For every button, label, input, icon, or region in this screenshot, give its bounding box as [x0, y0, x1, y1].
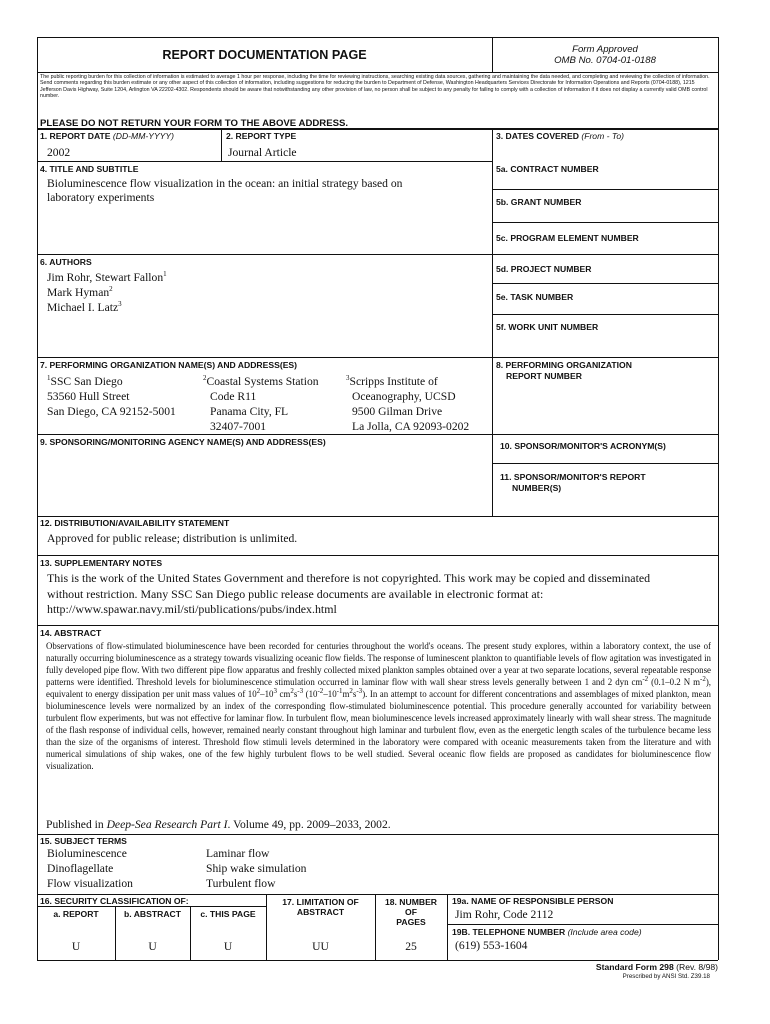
title-line-2: laboratory experiments: [47, 191, 155, 204]
subject-term: Flow visualization: [47, 877, 133, 890]
published-in: Published in Deep-Sea Research Part I. Volume 49, pp. 2009–2033, 2002.: [46, 818, 391, 831]
sponsoring-agency-label: 9. SPONSORING/MONITORING AGENCY NAME(S) AND ADDRESS(ES): [40, 437, 326, 447]
subject-terms-col-2: [206, 846, 306, 891]
security-report-value: U: [71, 940, 81, 953]
performing-org-2: $^2$Coastal Systems Station Code R11 Panama City, FL 32407-7001: [203, 374, 319, 433]
subject-term: Laminar flow: [206, 847, 270, 860]
abstract-label: 14. ABSTRACT: [40, 628, 102, 638]
security-classification-label: 16. SECURITY CLASSIFICATION OF:: [40, 896, 189, 906]
author-3: Michael I. Latz$^3$: [47, 300, 122, 314]
report-type-label: 2. REPORT TYPE: [226, 131, 297, 141]
subject-term: Dinoflagellate: [47, 862, 114, 875]
sponsor-acronym-label: 10. SPONSOR/MONITOR'S ACRONYM(S): [500, 441, 666, 451]
title-label: 4. TITLE AND SUBTITLE: [40, 164, 139, 174]
security-page-label: c. THIS PAGE: [200, 909, 256, 919]
report-type: Journal Article: [228, 146, 297, 159]
responsible-person: Jim Rohr, Code 2112: [455, 908, 554, 921]
subject-term: Ship wake simulation: [206, 862, 307, 875]
telephone-number: (619) 553-1604: [455, 939, 528, 952]
subject-term: Turbulent flow: [206, 877, 276, 890]
report-date-label: 1. REPORT DATE (DD-MM-YYYY): [40, 131, 175, 141]
performing-org-label: 7. PERFORMING ORGANIZATION NAME(S) AND ADDRESS(ES): [40, 360, 298, 370]
program-element-label: 5c. PROGRAM ELEMENT NUMBER: [496, 233, 639, 243]
supplementary-notes: This is the work of the United States Government and therefore is not copyrighted. This work may be copied and disseminated without restriction. Many SSC San Diego public release documents are available in electronic format at: http://www.spawar.navy.mil/sti/publications/pubs/index.html: [47, 571, 651, 616]
security-abstract-label: b. ABSTRACT: [124, 909, 181, 919]
publications-link[interactable]: http://www.spawar.navy.mil/sti/publications/pubs/index.html: [47, 602, 337, 616]
author-2: Mark Hyman$^2$: [47, 285, 113, 299]
limitation-value: UU: [312, 940, 329, 953]
authors-label: 6. AUTHORS: [40, 257, 92, 267]
performing-org-3: $^3$Scripps Institute of Oceanography, UCSD 9500 Gilman Drive La Jolla, CA 92093-0202: [346, 374, 470, 433]
page-title: REPORT DOCUMENTATION PAGE: [162, 48, 367, 62]
abstract-text: Observations of flow-stimulated bioluminescence have been recorded for centuries throughout the world's oceans. The present study explores, within a laboratory context, the use of naturally occurring bioluminescence as a strategy towards visualizing oceanic flow fields. The response of luminescent plankton to quantifiable levels of flow agitation was investigated in fully developed pipe flow. With two different pipe flow apparatus and freshly collected mixed plankton samples obtained over a year at two separate locations, several repeatable response patterns were identified. Threshold levels for bioluminescence stimulation occurred in laminar flow with wall shear stress levels generally between 1 and 2 dyn $cm^{-2}$ (0.1–0.2 N $m^{-2}$), equivalent to energy dissipation per unit mass values of $10^2-10^3$ $cm^2s^{-3}$ $(10^{-2}-10^{-1}m^2s^{-3})$. In an attempt to account for different concentrations and assemblages of mixed plankton, mean bioluminescence levels were normalized by an index of the corresponding flow-stimulated bioluminescence potential. This procedure generally accounted for variability between turbulent flow experiments, but was not effective for laminar flow. In turbulent flow, mean bioluminescence levels increased approximately linearly with wall shear stress. The magnitude of the flash response of individual cells, however, remained nearly constant throughout high laminar and turbulent flow, even as the energetic length scales of the turbulence became less than the size of the organisms of interest. Threshold flow stimuli levels determined in the laboratory were compared with oceanic measurements taken from the literature and with numerical simulations of ship wakes, one of the few highly turbulent flows to be well studied. Several oceanic flow fields are proposed as candidates for bioluminescence flow visualization.: [46, 641, 712, 771]
task-number-label: 5e. TASK NUMBER: [496, 292, 574, 302]
distribution-statement: Approved for public release; distribution is unlimited.: [47, 532, 298, 545]
do-not-return-notice: PLEASE DO NOT RETURN YOUR FORM TO THE ABOVE ADDRESS.: [40, 118, 349, 129]
omb-number: OMB No. 0704-01-0188: [554, 55, 656, 66]
title-line-1: Bioluminescence flow visualization in the ocean: an initial strategy based on: [47, 177, 403, 190]
subject-terms-col-1: [47, 846, 133, 891]
limitation-label: 17. LIMITATION OF ABSTRACT: [282, 897, 359, 917]
security-page-value: U: [223, 940, 233, 953]
project-number-label: 5d. PROJECT NUMBER: [496, 264, 592, 274]
dates-covered-label: 3. DATES COVERED (From - To): [496, 131, 624, 141]
standard-form-label: Standard Form 298 (Rev. 8/98): [595, 962, 718, 972]
security-report-label: a. REPORT: [53, 909, 99, 919]
form-approved: Form Approved: [572, 44, 638, 55]
prescribed-by: Prescribed by ANSI Std. Z39.18: [622, 973, 710, 980]
subject-terms-label: 15. SUBJECT TERMS: [40, 836, 127, 846]
performing-org-1: $^1$SSC San Diego 53560 Hull Street San Diego, CA 92152-5001: [47, 374, 176, 418]
subject-term: Bioluminescence: [47, 847, 127, 860]
supplementary-notes-label: 13. SUPPLEMENTARY NOTES: [40, 558, 163, 568]
burden-notice: The public reporting burden for this collection of information is estimated to average 1 hour per response, including the time for reviewing instructions, searching existing data sources, gathering and maintaining the data needed, and completing and reviewing the collection of information. Send comments regarding this burden estimate or any other aspect of this collection of information, including suggestions for reducing the burden to Department of Defense, Washington Headquarters Services Directorate for Information Operations and Reports (0704-0188), 1215 Jefferson Davis Highway, Suite 1204, Arlington VA 22202-4302. Respondents should be aware that notwithstanding any other provision of law, no person shall be subject to any penalty for failing to comply with a collection of information if it does not display a currently valid OMB control number.: [40, 74, 710, 99]
contract-number-label: 5a. CONTRACT NUMBER: [496, 164, 599, 174]
grant-number-label: 5b. GRANT NUMBER: [496, 197, 582, 207]
number-of-pages-label: 18. NUMBER OF PAGES: [384, 897, 438, 927]
work-unit-number-label: 5f. WORK UNIT NUMBER: [496, 322, 599, 332]
performing-report-number-label: 8. PERFORMING ORGANIZATION REPORT NUMBER: [496, 360, 632, 381]
security-abstract-value: U: [148, 940, 157, 953]
report-date: 2002: [47, 146, 71, 159]
responsible-person-label: 19a. NAME OF RESPONSIBLE PERSON: [452, 896, 614, 906]
number-of-pages-value: 25: [405, 940, 417, 953]
author-1: Jim Rohr, Stewart Fallon$^1$: [47, 270, 167, 284]
distribution-label: 12. DISTRIBUTION/AVAILABILITY STATEMENT: [40, 518, 230, 528]
sponsor-report-number-label: 11. SPONSOR/MONITOR'S REPORT NUMBER(S): [500, 472, 646, 493]
telephone-label: 19B. TELEPHONE NUMBER (Include area code): [452, 927, 642, 937]
